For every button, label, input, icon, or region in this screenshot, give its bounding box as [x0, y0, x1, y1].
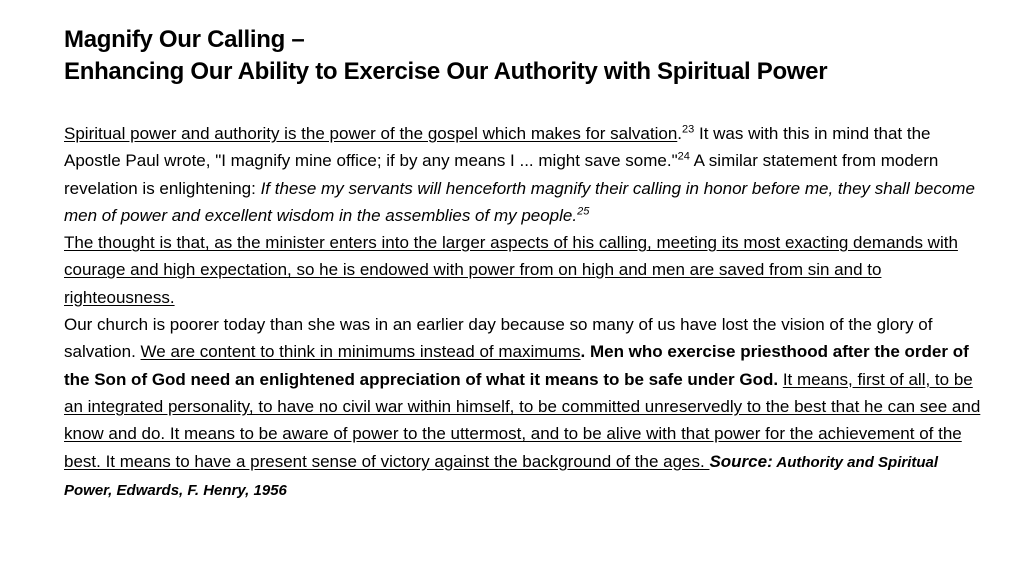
source-citation: Authority and Spiritual Power, Edwards, F. Henry, 1956	[64, 453, 939, 499]
priesthood-text: . Men who exercise priesthood after the order of the Son of God need an enlightened appreciation of what it means to be safe under God.	[64, 342, 969, 389]
title-line-1: Magnify Our Calling –	[64, 26, 305, 53]
paragraph-thought	[64, 229, 984, 311]
integrated-personality-text: It means, first of all, to be an integrated personality, to have no civil war within himself, to be committed unreservedly to the best that he can see and know and do. It means to be aware of power to the uttermost, and to be alive with that power for the achievement of the best. It means to have a present sense of victory against the background of the ages.	[64, 369, 981, 471]
slide-body	[64, 120, 984, 504]
underlined-statement: Spiritual power and authority is the power of the gospel which makes for salvation	[64, 124, 678, 143]
paul-quote-text: It was with this in mind that the Apostle Paul wrote, "I magnify mine office; if by any means I ... might save some."	[64, 124, 931, 171]
period: .	[677, 124, 683, 143]
footnote-25: 25	[577, 205, 590, 218]
footnote-24: 24	[677, 150, 690, 163]
minimums-text: We are content to think in minimums instead of maximums	[140, 342, 581, 362]
source-label: Source:	[709, 451, 773, 471]
slide-title	[64, 24, 994, 88]
paragraph-church	[64, 311, 984, 504]
paragraph-spiritual-power	[64, 120, 984, 229]
title-line-2: Enhancing Our Ability to Exercise Our Authority with Spiritual Power	[64, 58, 828, 85]
revelation-intro: A similar statement from modern revelation is enlightening:	[64, 151, 939, 198]
thought-text: The thought is that, as the minister enters into the larger aspects of his calling, meeting its most exacting demands with courage and high expectation, so he is endowed with power from on high and men are saved from sin and to righteousness.	[64, 233, 958, 307]
revelation-quote: If these my servants will henceforth magnify their calling in honor before me, they shall become men of power and excellent wisdom in the assemblies of my people.	[64, 178, 975, 225]
church-text: Our church is poorer today than she was in an earlier day because so many of us have lost the vision of the glory of salvation.	[64, 315, 933, 362]
footnote-23: 23	[682, 123, 695, 136]
